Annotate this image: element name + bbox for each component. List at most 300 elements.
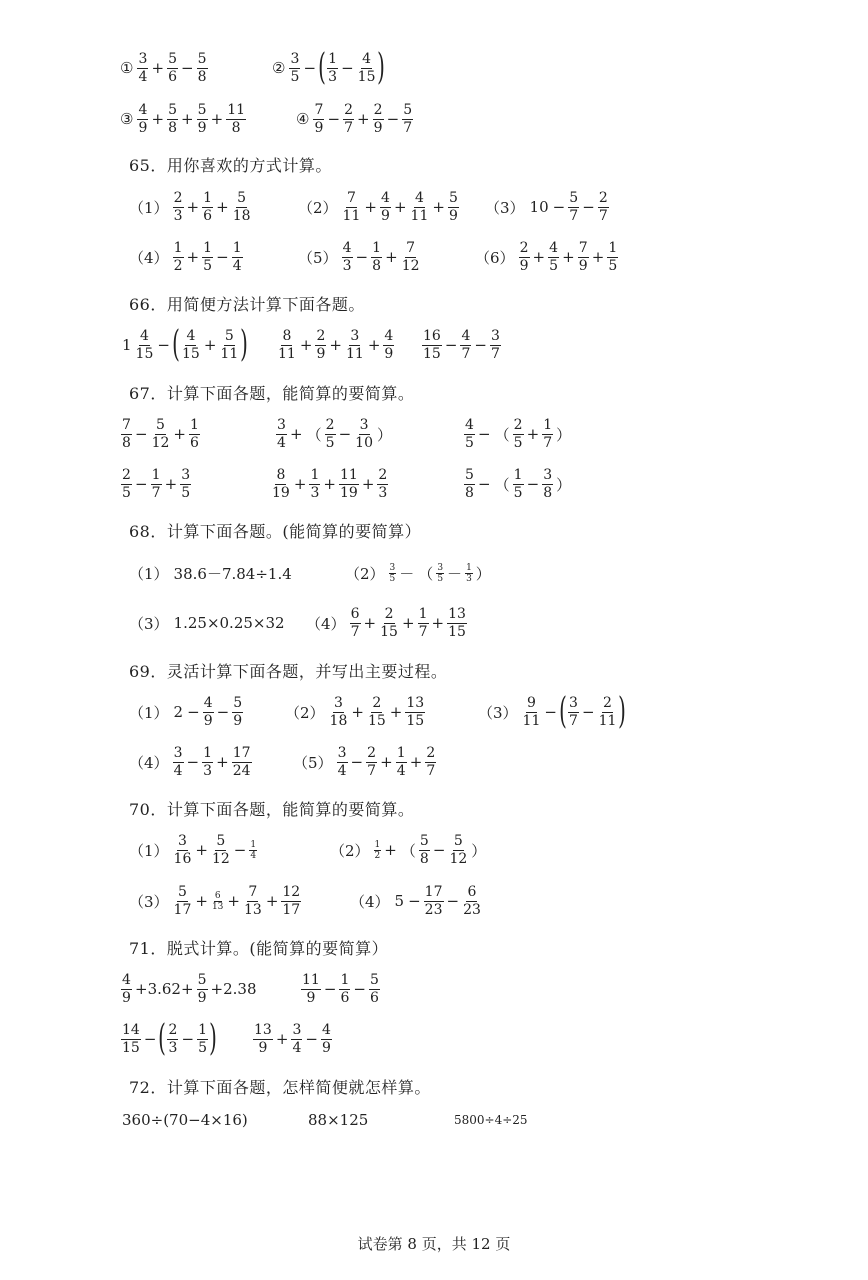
expression-text: － [447, 564, 463, 583]
fraction-denominator: 4 [337, 762, 347, 779]
q70-item-4 [350, 879, 483, 923]
fraction-numerator: 7 [406, 239, 416, 256]
expression-text: − [478, 475, 491, 493]
fraction-numerator: 5 [370, 971, 379, 988]
fraction-numerator: 7 [314, 101, 324, 118]
fraction-denominator: 11 [220, 345, 239, 362]
item-label: （2） [345, 564, 385, 583]
fraction-numerator: 5 [177, 883, 187, 900]
fraction [607, 240, 618, 275]
fraction-denominator: 5 [325, 434, 335, 451]
fraction-numerator: 2 [598, 189, 608, 206]
top-item-3 [120, 97, 247, 141]
fraction-denominator: 11 [278, 345, 296, 362]
fraction [462, 884, 482, 919]
fraction [522, 695, 542, 730]
fraction [167, 51, 178, 86]
fraction-numerator: 6 [214, 890, 221, 901]
item-label: （4） [350, 892, 390, 911]
expression-text: − [552, 198, 566, 216]
fraction-numerator: 13 [448, 605, 466, 622]
fraction-numerator: 5 [569, 189, 579, 206]
expression-text: − [544, 703, 557, 721]
expression-text: + [186, 248, 200, 266]
fraction [121, 417, 132, 452]
fraction [121, 467, 132, 502]
fraction-numerator: 1 [203, 239, 213, 256]
fraction-denominator: 5 [122, 484, 131, 501]
fraction-numerator: 1 [151, 466, 161, 483]
fraction-numerator: 4 [122, 971, 131, 988]
fraction [167, 1022, 178, 1057]
fraction-denominator: 11 [522, 712, 541, 729]
page-footer: 试卷第 8 页，共 12 页 [357, 1235, 511, 1253]
fraction-numerator: 1 [543, 416, 553, 433]
expression-text: + [591, 248, 605, 266]
fraction-denominator: 5 [465, 434, 474, 451]
fraction [568, 695, 579, 730]
fraction [490, 328, 501, 363]
fraction [211, 891, 224, 912]
fraction-denominator: 6 [190, 434, 199, 451]
fraction-denominator: 18 [329, 712, 348, 729]
q68-item-2 [345, 551, 493, 595]
fraction-numerator: 2 [344, 101, 353, 118]
fraction [350, 606, 361, 641]
fraction [173, 833, 193, 868]
fraction-numerator: 2 [513, 416, 523, 433]
item-label: （3） [129, 892, 169, 911]
fraction [519, 240, 530, 275]
q65-item-2 [298, 185, 460, 229]
fraction-numerator: 4 [414, 189, 424, 206]
fraction-denominator: 6 [340, 989, 350, 1006]
fraction-denominator: 11 [342, 207, 361, 224]
expression-text: + [195, 841, 208, 859]
bracket: ) [377, 47, 386, 88]
fraction [339, 972, 350, 1007]
expression-text: ） [556, 425, 572, 444]
fraction [380, 190, 391, 225]
expression-text: − [478, 425, 491, 443]
fraction [383, 328, 394, 363]
q70-row-2 [0, 879, 868, 923]
fraction-denominator: 15 [367, 712, 386, 729]
fraction-denominator: 11 [345, 345, 364, 362]
q65-item-4 [129, 235, 244, 279]
fraction [422, 328, 442, 363]
q67-item-3 [463, 412, 573, 456]
fraction-denominator: 9 [314, 119, 324, 136]
fraction-numerator: 7 [346, 189, 356, 206]
fraction-denominator: 12 [401, 257, 420, 274]
expression-text: + [431, 614, 445, 632]
fraction-numerator: 1 [190, 416, 199, 433]
fraction-numerator: 4 [322, 1021, 331, 1038]
fraction-denominator: 9 [316, 345, 326, 362]
fraction [219, 328, 239, 363]
fraction-denominator: 13 [243, 901, 262, 918]
q70-item-3 [129, 879, 302, 923]
fraction-denominator: 5 [389, 573, 396, 584]
item-label: ① [120, 59, 134, 77]
q70-item-1 [129, 828, 258, 872]
expression-text: − [408, 892, 421, 910]
fraction [598, 190, 609, 225]
fraction [281, 884, 301, 919]
fraction-numerator: 2 [168, 1021, 178, 1038]
expression-text: − [338, 425, 352, 443]
fraction-denominator: 3 [173, 207, 183, 224]
fraction-numerator: 7 [122, 416, 131, 433]
fraction-denominator: 7 [461, 345, 471, 362]
fraction [325, 417, 336, 452]
top-row-1 [0, 46, 868, 90]
fraction-denominator: 8 [543, 484, 553, 501]
fraction-denominator: 19 [339, 484, 358, 501]
fraction [315, 328, 326, 363]
fraction-denominator: 7 [598, 207, 608, 224]
fraction-denominator: 10 [355, 434, 373, 451]
fraction-denominator: 8 [465, 484, 474, 501]
expression-text: （ [494, 475, 510, 494]
fraction [249, 840, 257, 861]
expression-text: + [526, 425, 540, 443]
fraction-denominator: 9 [519, 257, 529, 274]
fraction-numerator: 3 [350, 327, 360, 344]
expression-text: + [389, 703, 403, 721]
fraction [342, 190, 362, 225]
q69-item-3 [478, 690, 626, 734]
fraction-numerator: 1 [418, 605, 428, 622]
fraction [418, 606, 429, 641]
item-label: ④ [296, 110, 310, 128]
fraction [367, 695, 387, 730]
expression-text: − [186, 753, 200, 771]
q71-row-2 [0, 1017, 868, 1061]
expression-text: + [265, 892, 279, 910]
fraction-denominator: 7 [569, 207, 579, 224]
q72-item-1 [120, 1098, 250, 1142]
item-label: （3） [129, 614, 169, 633]
fraction [121, 1022, 141, 1057]
fraction-denominator: 5 [198, 1039, 207, 1056]
fraction [289, 51, 300, 86]
fraction [135, 328, 155, 363]
bracket: ( [318, 47, 326, 88]
q69-item-1 [129, 690, 244, 734]
expression-text: + [173, 425, 186, 443]
q68-item-3 [129, 601, 287, 645]
fraction-numerator: 2 [519, 239, 529, 256]
fraction-denominator: 15 [448, 623, 466, 640]
fraction-denominator: 9 [322, 1039, 331, 1056]
fraction [419, 833, 430, 868]
fraction-numerator: 4 [549, 239, 559, 256]
fraction-numerator: 13 [254, 1021, 272, 1038]
fraction [401, 240, 421, 275]
fraction-denominator: 3 [378, 484, 388, 501]
fraction [121, 972, 132, 1007]
fraction-denominator: 17 [173, 901, 192, 918]
fraction-numerator: 3 [359, 416, 369, 433]
fraction [568, 190, 579, 225]
q65-item-3 [485, 185, 610, 229]
expression-text: − [157, 336, 170, 354]
q66-item-1 [120, 323, 248, 367]
expression-text: （ [418, 564, 434, 583]
fraction-denominator: 8 [122, 434, 131, 451]
q69-item-4 [129, 740, 253, 784]
fraction [548, 240, 559, 275]
expression-text: + [393, 198, 407, 216]
fraction-denominator: 3 [466, 573, 472, 584]
q65-title: 65．用你喜欢的方式计算。 [129, 156, 332, 175]
fraction-denominator: 5 [437, 573, 444, 584]
top-item-1 [120, 46, 209, 90]
fraction [211, 833, 231, 868]
q71-item-4 [252, 1017, 333, 1061]
fraction-denominator: 9 [138, 119, 148, 136]
fraction-numerator: 5 [453, 832, 463, 849]
q68-row-1 [0, 551, 868, 595]
fraction-denominator: 5 [608, 257, 618, 274]
q71-title: 71．脱式计算。(能简算的要简算） [129, 939, 389, 958]
fraction-numerator: 16 [423, 327, 441, 344]
expression-text: + [380, 753, 393, 771]
fraction [448, 190, 459, 225]
fraction [448, 833, 468, 868]
q69-item-2 [285, 690, 426, 734]
expression-text: − [582, 703, 595, 721]
q67-item-6 [463, 462, 573, 506]
fraction [402, 102, 413, 137]
fraction-denominator: 8 [168, 119, 177, 136]
fraction-denominator: 8 [197, 68, 207, 85]
fraction-numerator: 4 [465, 416, 474, 433]
fraction-denominator: 3 [168, 1039, 178, 1056]
q69-title: 69．灵活计算下面各题，并写出主要过程。 [129, 662, 448, 681]
fraction-numerator: 4 [362, 50, 372, 67]
fraction-denominator: 5 [290, 68, 300, 85]
fraction-denominator: 2 [173, 257, 183, 274]
fraction [337, 745, 348, 780]
expression-text: 360÷(70−4×16) [122, 1111, 248, 1129]
fraction [542, 467, 553, 502]
fraction-denominator: 15 [380, 623, 398, 640]
fraction-numerator: 1 [203, 189, 213, 206]
fraction-numerator: 13 [406, 694, 425, 711]
expression-text: + [384, 841, 397, 859]
fraction-denominator: 12 [151, 434, 170, 451]
fraction [389, 563, 397, 584]
fraction [366, 745, 377, 780]
q66-title: 66．用简便方法计算下面各题。 [129, 295, 365, 314]
fraction-denominator: 7 [350, 623, 360, 640]
fraction-denominator: 7 [543, 434, 553, 451]
fraction [542, 417, 553, 452]
expression-text: + [357, 110, 370, 128]
fraction-denominator: 9 [258, 1039, 268, 1056]
item-label: （2） [285, 703, 325, 722]
fraction-denominator: 15 [357, 68, 376, 85]
fraction [369, 972, 380, 1007]
fraction [226, 102, 246, 137]
item-label: （4） [129, 753, 169, 772]
fraction-denominator: 15 [423, 345, 441, 362]
fraction-denominator: 15 [182, 345, 200, 362]
fraction [464, 467, 475, 502]
expression-text: + [432, 198, 445, 216]
item-label: （1） [129, 198, 169, 217]
fraction-numerator: 3 [389, 562, 396, 573]
expression-text: + [562, 248, 575, 266]
fraction [271, 467, 291, 502]
q71-item-3 [120, 1017, 217, 1061]
expression-text: − [187, 703, 200, 721]
expression-text: + [181, 110, 194, 128]
fraction [410, 190, 430, 225]
fraction-denominator: 7 [344, 119, 353, 136]
expression-text: ） [471, 841, 487, 860]
q70-title: 70．计算下面各题，能简算的要简算。 [129, 800, 415, 819]
fraction-denominator: 18 [232, 207, 251, 224]
fraction [232, 745, 252, 780]
expression-text: + [151, 110, 165, 128]
fraction-denominator: 24 [232, 762, 251, 779]
fraction-numerator: 4 [203, 694, 213, 711]
fraction [379, 606, 399, 641]
q65-item-5 [298, 235, 422, 279]
fraction-numerator: 11 [302, 971, 320, 988]
q72-item-2 [306, 1098, 370, 1142]
expression-text: − [216, 703, 230, 721]
fraction [137, 102, 148, 137]
fraction-denominator: 15 [122, 1039, 140, 1056]
fraction [513, 417, 524, 452]
fraction [137, 51, 148, 86]
expression-text: +3.62+ [135, 980, 194, 998]
fraction-denominator: 7 [426, 762, 436, 779]
fraction-numerator: 3 [437, 562, 444, 573]
fraction-numerator: 3 [177, 832, 187, 849]
fraction [447, 606, 467, 641]
fraction-denominator: 15 [135, 345, 154, 362]
q72-item-3 [452, 1098, 530, 1142]
fraction [321, 1022, 332, 1057]
fraction-numerator: 1 [608, 239, 618, 256]
expression-text: 1 [122, 336, 132, 354]
fraction-numerator: 2 [373, 101, 383, 118]
fraction-denominator: 3 [342, 257, 352, 274]
item-label: （3） [485, 198, 525, 217]
fraction-denominator: 7 [418, 623, 428, 640]
fraction-numerator: 5 [403, 101, 413, 118]
fraction-numerator: 8 [276, 466, 286, 483]
expression-text: + [532, 248, 546, 266]
fraction [203, 695, 214, 730]
fraction [371, 240, 382, 275]
item-label: （1） [129, 703, 169, 722]
expression-text: + [210, 110, 224, 128]
fraction-numerator: 5 [197, 971, 207, 988]
fraction-numerator: 2 [603, 694, 612, 711]
fraction [167, 102, 178, 137]
fraction-numerator: 1 [396, 744, 406, 761]
q67-item-4 [120, 462, 192, 506]
item-label: （3） [478, 703, 518, 722]
expression-text: − [216, 248, 229, 266]
fraction-denominator: 9 [448, 207, 458, 224]
fraction-numerator: 7 [248, 883, 258, 900]
fraction-numerator: 4 [380, 189, 390, 206]
fraction-denominator: 3 [310, 484, 320, 501]
q66-item-2 [276, 323, 395, 367]
q65-row-2 [0, 235, 868, 279]
fraction [460, 328, 471, 363]
expression-text: − [446, 892, 460, 910]
expression-text: ） [475, 564, 491, 583]
fraction-denominator: 5 [181, 484, 191, 501]
fraction [425, 745, 436, 780]
fraction-numerator: 1 [328, 50, 338, 67]
expression-text: + [216, 753, 229, 771]
fraction [173, 240, 184, 275]
bracket: ) [240, 324, 249, 365]
fraction-numerator: 2 [378, 466, 388, 483]
fraction-denominator: 9 [197, 989, 207, 1006]
fraction-numerator: 2 [426, 744, 436, 761]
fraction-denominator: 5 [549, 257, 559, 274]
expression-text: − [323, 980, 337, 998]
q65-item-1 [129, 185, 253, 229]
fraction-denominator: 5 [203, 257, 213, 274]
fraction [202, 240, 213, 275]
fraction-numerator: 5 [216, 832, 226, 849]
fraction-denominator: 12 [211, 850, 230, 867]
fraction-denominator: 4 [138, 68, 148, 85]
q67-item-2 [275, 412, 394, 456]
fraction [345, 328, 365, 363]
fraction [173, 745, 184, 780]
item-label: ② [272, 59, 286, 77]
fraction-numerator: 11 [227, 101, 246, 118]
fraction [276, 417, 287, 452]
fraction-numerator: 17 [232, 744, 251, 761]
fraction-numerator: 4 [342, 239, 352, 256]
fraction-numerator: 5 [233, 694, 243, 711]
expression-text: + [195, 892, 208, 910]
fraction [197, 102, 208, 137]
fraction [598, 695, 618, 730]
item-label: （1） [129, 564, 169, 583]
fraction-denominator: 23 [463, 901, 481, 918]
fraction [405, 695, 425, 730]
fraction-numerator: 11 [339, 466, 358, 483]
item-label: （4） [306, 614, 346, 633]
fraction [151, 417, 171, 452]
fraction [243, 884, 263, 919]
fraction [232, 190, 252, 225]
fraction-numerator: 2 [384, 605, 394, 622]
fraction [377, 467, 388, 502]
fraction-denominator: 5 [513, 434, 523, 451]
fraction-numerator: 3 [569, 694, 578, 711]
bracket: ) [209, 1018, 217, 1059]
fraction [578, 240, 589, 275]
q68-title: 68．计算下面各题。(能简算的要简算） [129, 522, 422, 541]
expression-text: 5800÷4÷25 [454, 1113, 528, 1127]
